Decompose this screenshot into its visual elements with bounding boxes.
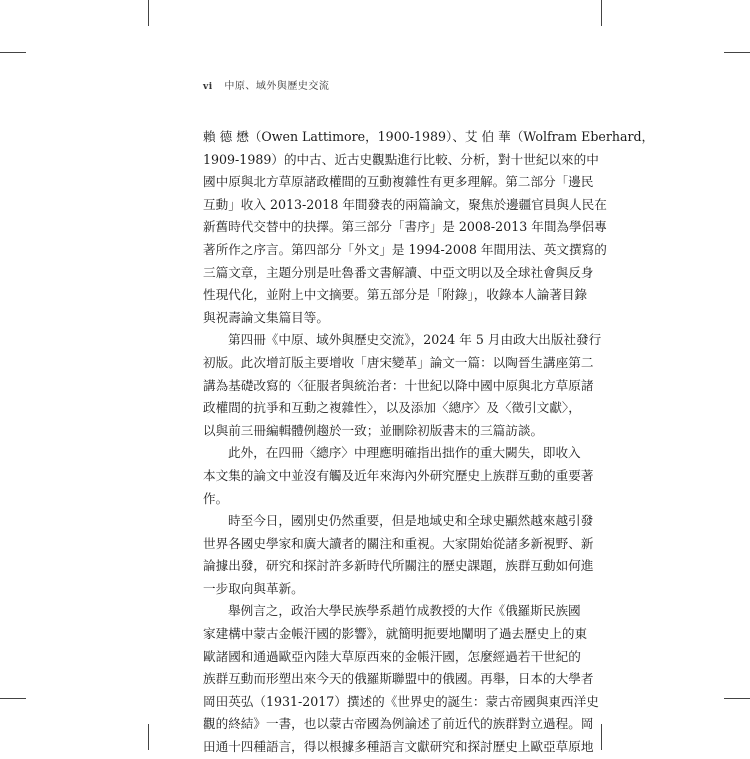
text-line: 政權間的抗爭和互動之複雜性〉，以及添加〈總序〉及〈徵引文獻〉， (203, 400, 581, 416)
text-line: 著所作之序言。第四部分「外文」是 1994-2008 年間用法、英文撰寫的 (203, 241, 607, 257)
paragraph (203, 329, 602, 442)
text-line: 本文集的論文中並沒有觸及近年來海內外研究歷史上族群互動的重要著 (203, 467, 594, 483)
text-line: 世界各國史學家和廣大讀者的關注和重視。大家開始從諸多新視野、新 (203, 535, 594, 551)
text-line: 一步取向與革新。 (203, 580, 304, 596)
page-number: vi (203, 82, 213, 92)
text-line: 以與前三冊編輯體例趨於一致；並刪除初版書末的三篇訪談。 (203, 422, 544, 438)
text-line: 講為基礎改寫的〈征服者與統治者：十世紀以降中國中原與北方草原諸 (203, 377, 594, 393)
text-line: 1909-1989）的中古、近古史觀點進行比較、分析，對十世紀以來的中 (203, 151, 599, 167)
page-body (203, 126, 655, 759)
paragraph (203, 600, 599, 758)
text-line: 時至今日，國別史仍然重要，但是地域史和全球史顯然越來越引發 (228, 513, 594, 529)
text-line: 作。 (203, 490, 229, 506)
crop-mark-bottom-right (601, 724, 602, 750)
text-line: 賴 德 懋（Owen Lattimore，1900-1989）、艾 伯 華（Wolfram Eberhard， (203, 129, 655, 144)
text-line: 互動」收入 2013-2018 年間發表的兩篇論文，聚焦於邊疆官員與人民在 (203, 196, 607, 212)
text-line: 與祝壽論文集篇目等。 (203, 309, 329, 325)
crop-mark-left-bottom (0, 698, 26, 699)
crop-mark-left-top (0, 52, 26, 53)
text-line: 論據出發，研究和探討許多新時代所關注的歷史課題，族群互動如何進 (203, 558, 594, 574)
crop-mark-top-right (601, 0, 602, 26)
text-line: 國中原與北方草原諸政權間的互動複雜性有更多理解。第二部分「邊民 (203, 174, 594, 190)
text-line: 觀的終結》一書，也以蒙古帝國為例論述了前近代的族群對立過程。岡 (203, 716, 594, 732)
text-line: 初版。此次增訂版主要增收「唐宋變革」論文一篇：以陶晉生講座第二 (203, 354, 594, 370)
text-line: 歐諸國和通過歐亞內陸大草原西來的金帳汗國，怎麼經過若干世紀的 (203, 648, 581, 664)
text-line: 三篇文章，主題分別是吐魯番文書解讀、中亞文明以及全球社會與反身 (203, 264, 594, 280)
text-line: 舉例言之，政治大學民族學系趙竹成教授的大作《俄羅斯民族國 (228, 603, 581, 619)
text-line: 岡田英弘（1931-2017）撰述的《世界史的誕生：蒙古帝國與東西洋史 (203, 693, 599, 709)
text-line: 第四冊《中原、域外與歷史交流》，2024 年 5 月由政大出版社發行 (228, 332, 602, 348)
crop-mark-bottom-left (148, 724, 149, 750)
text-line: 性現代化，並附上中文摘要。第五部分是「附錄」，收錄本人論著目錄 (203, 287, 588, 303)
text-line: 家建構中蒙古金帳汗國的影響》，就簡明扼要地闡明了過去歷史上的東 (203, 626, 588, 642)
crop-mark-right-bottom (724, 698, 750, 699)
running-title: 中原、域外與歷史交流 (224, 81, 330, 92)
running-header (203, 77, 329, 92)
text-line: 田通十四種語言，得以根據多種語言文獻研究和探討歷史上歐亞草原地 (203, 739, 594, 755)
crop-mark-right-top (724, 52, 750, 53)
text-line: 新舊時代交替中的抉擇。第三部分「書序」是 2008-2013 年間為學侶專 (203, 219, 607, 235)
paragraph (203, 126, 655, 329)
text-line: 此外，在四冊〈總序〉中理應明確指出拙作的重大闕失，即收入 (228, 445, 581, 461)
crop-mark-top-left (148, 0, 149, 26)
paragraph (203, 510, 594, 600)
text-line: 族群互動而形塑出來今天的俄羅斯聯盟中的俄國。再舉，日本的大學者 (203, 671, 594, 687)
paragraph (203, 442, 594, 510)
